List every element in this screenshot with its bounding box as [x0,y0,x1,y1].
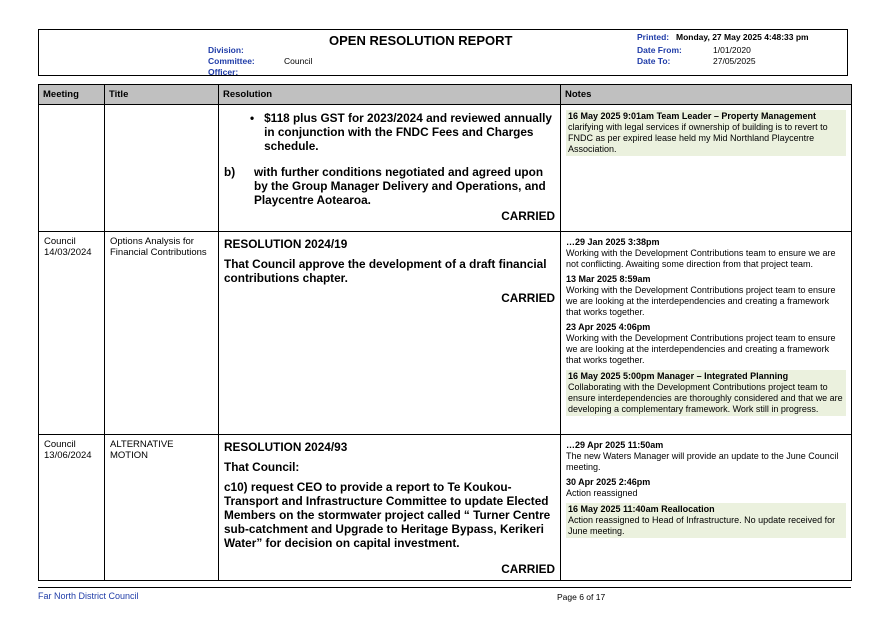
meeting-date: 14/03/2024 [44,247,92,258]
resolution-cell [219,435,561,581]
meeting-name: Council [44,236,76,247]
note-body: Action reassigned to Head of Infrastructure. No update received for June meeting. [568,515,836,536]
table-row [39,105,852,232]
date-to-label: Date To: [637,56,671,66]
note-body: Working with the Development Contributions project team to ensure we are looking at the interdependencies and creating a framework that works together. [566,333,836,365]
meeting-cell [39,105,105,232]
note-heading: …29 Apr 2025 11:50am [566,440,664,450]
note-heading: 30 Apr 2025 2:46pm [566,477,651,487]
resolution-cell [219,232,561,435]
page-number: Page 6 of 17 [557,592,606,602]
table-row [39,435,852,581]
note-heading: 16 May 2025 5:00pm Manager – Integrated Planning [568,371,789,381]
table-row [39,232,852,435]
resolution-clause-b [224,165,555,207]
meeting-date: 13/06/2024 [44,450,92,461]
resolution-heading: RESOLUTION 2024/19 [224,237,348,251]
clause-label: b) [224,165,236,179]
division-label: Division: [208,45,244,55]
officer-label: Officer: [208,67,239,77]
note-entry [566,322,846,366]
column-header-meeting: Meeting [39,85,105,105]
report-header [38,29,848,76]
note-heading: 16 May 2025 11:40am Reallocation [568,504,715,514]
note-body: Action reassigned [566,488,638,498]
note-entry [566,370,846,416]
note-body: Working with the Development Contributions project team to ensure we are looking at the interdependencies and creating a framework that works together. [566,285,836,317]
resolution-subheading: That Council: [224,460,300,474]
printed-label: Printed: [637,32,670,42]
note-entry [566,440,846,473]
note-body: Working with the Development Contributions team to ensure we are not conflicting. Awaiting some direction from that project team. [566,248,836,269]
note-heading: 13 Mar 2025 8:59am [566,274,651,284]
note-heading: 16 May 2025 9:01am Team Leader – Property Management [568,111,816,121]
column-header-resolution: Resolution [219,85,561,105]
resolution-text: c10) request CEO to provide a report to Te Koukou- Transport and Infrastructure Committee to update Elected Members on the stormwater project called “ Turner Centre sub-catchment and Upgrade to Heritage Bypass, Kerikeri Water” for decision on capital investment. [224,480,551,550]
resolution-bullet-text: $118 plus GST for 2023/2024 and reviewed annually in conjunction with the FNDC Fees and Charges schedule. [264,111,552,153]
note-entry [566,477,846,499]
note-entry [566,237,846,270]
date-from-value: 1/01/2020 [713,45,751,55]
clause-text: with further conditions negotiated and agreed upon by the Group Manager Delivery and Operations, and Playcentre Aotearoa. [254,165,546,207]
carried-label: CARRIED [501,291,555,305]
note-body: The new Waters Manager will provide an update to the June Council meeting. [566,451,839,472]
date-to-value: 27/05/2025 [713,56,756,66]
footer-organization: Far North District Council [38,591,139,601]
footer-divider [38,587,851,588]
resolution-bullet [250,111,555,153]
carried-label: CARRIED [501,562,555,576]
resolution-heading: RESOLUTION 2024/93 [224,440,348,454]
notes-cell [561,435,852,581]
notes-cell [561,232,852,435]
carried-label: CARRIED [501,209,555,223]
report-title: OPEN RESOLUTION REPORT [329,33,513,48]
column-header-notes: Notes [561,85,852,105]
committee-value: Council [284,56,313,66]
printed-value: Monday, 27 May 2025 4:48:33 pm [676,32,809,42]
note-heading: …29 Jan 2025 3:38pm [566,237,660,247]
meeting-name: Council [44,439,76,450]
table-header-row [39,85,852,105]
note-body: Collaborating with the Development Contributions project team to ensure interdependencies are thoroughly considered and that we are developing a complementary framework. Work still in progress. [568,382,843,414]
title-cell: Options Analysis for Financial Contributions [105,232,219,435]
meeting-cell [39,232,105,435]
column-header-title: Title [105,85,219,105]
resolution-table [38,84,852,581]
note-heading: 23 Apr 2025 4:06pm [566,322,651,332]
note-entry [566,274,846,318]
note-entry [566,110,846,156]
title-cell [105,105,219,232]
date-from-label: Date From: [637,45,682,55]
notes-cell [561,105,852,232]
bullet-icon: • [250,111,255,125]
note-entry [566,503,846,538]
committee-label: Committee: [208,56,255,66]
meeting-cell [39,435,105,581]
title-cell: ALTERNATIVE MOTION [105,435,219,581]
resolution-cell [219,105,561,232]
note-body: clarifying with legal services if ownership of building is to revert to FNDC as per expired lease held my Mid Northland Playcentre Association. [568,122,828,154]
resolution-text: That Council approve the development of a draft financial contributions chapter. [224,257,547,285]
